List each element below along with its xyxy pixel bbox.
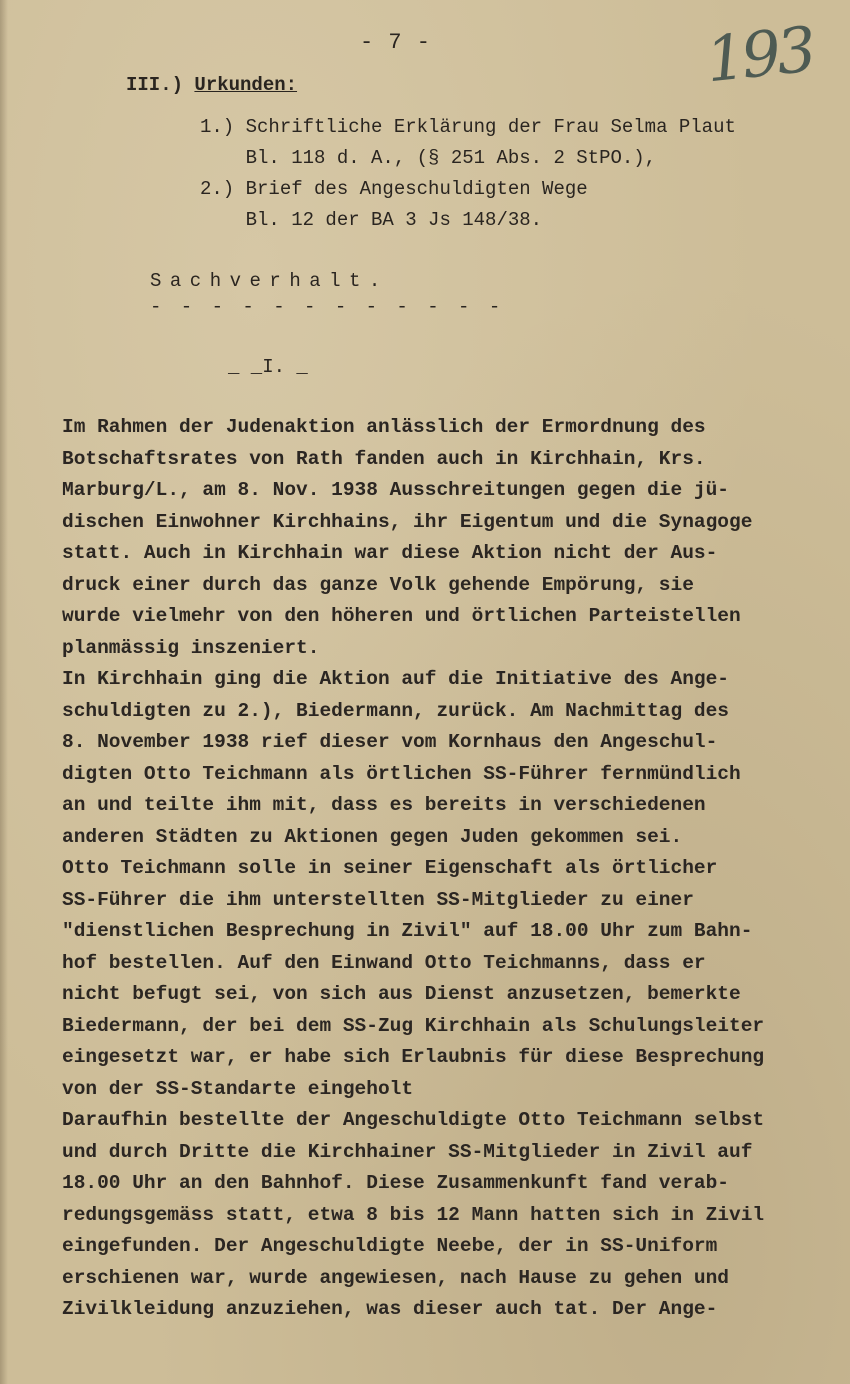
body-line: 18.00 Uhr an den Bahnhof. Diese Zusammenkunft fand verab- (62, 1172, 730, 1194)
page-edge-shadow (0, 0, 8, 1384)
body-line: 8. November 1938 rief dieser vom Kornhaus den Angeschul- (62, 731, 718, 753)
body-line: nicht befugt sei, von sich aus Dienst anzusetzen, bemerkte (62, 983, 741, 1005)
body-line: und durch Dritte die Kirchhainer SS-Mitglieder in Zivil auf (62, 1140, 753, 1163)
body-line: druck einer durch das ganze Volk gehende Empörung, sie (62, 573, 694, 596)
body-line: planmässig inszeniert. (62, 636, 320, 659)
body-line: "dienstlichen Besprechung in Zivil" auf 18.00 Uhr zum Bahn- (62, 920, 753, 942)
sachverhalt-underline: - - - - - - - - - - - - (150, 296, 505, 318)
sachverhalt-title: Sachverhalt. (150, 270, 389, 292)
document-item-1-line-1: 1.) Schriftliche Erklärung der Frau Selma Plaut (200, 116, 736, 138)
body-line: hof bestellen. Auf den Einwand Otto Teichmanns, dass er (62, 951, 706, 974)
body-line: SS-Führer die ihm unterstellten SS-Mitglieder zu einer (62, 888, 694, 911)
body-text (62, 412, 832, 1326)
body-line: redungsgemäss statt, etwa 8 bis 12 Mann hatten sich in Zivil (62, 1203, 765, 1226)
body-line: anderen Städten zu Aktionen gegen Juden gekommen sei. (62, 825, 683, 848)
body-line: Botschaftsrates von Rath fanden auch in Kirchhain, Krs. (62, 447, 706, 470)
body-line: erschienen war, wurde angewiesen, nach Hause zu gehen und (62, 1266, 730, 1289)
body-line: eingefunden. Der Angeschuldigte Neebe, der in SS-Uniform (62, 1235, 718, 1257)
body-line: Biedermann, der bei dem SS-Zug Kirchhain als Schulungsleiter (62, 1014, 765, 1037)
document-item-1-line-2: Bl. 118 d. A., (§ 251 Abs. 2 StPO.), (200, 147, 657, 169)
page-number: - 7 - (360, 30, 432, 55)
body-line: schuldigten zu 2.), Biedermann, zurück. Am Nachmittag des (62, 699, 730, 722)
document-item-2-line-2: Bl. 12 der BA 3 Js 148/38. (200, 209, 543, 231)
body-line: dischen Einwohner Kirchhains, ihr Eigentum und die Synagoge (62, 510, 753, 533)
body-line: digten Otto Teichmann als örtlichen SS-Führer fernmündlich (62, 762, 741, 785)
body-line: Otto Teichmann solle in seiner Eigenschaft als örtlicher (62, 857, 718, 879)
section-heading (126, 76, 297, 95)
part-numeral: _ _I. _ (228, 356, 308, 378)
body-line: an und teilte ihm mit, dass es bereits in verschiedenen (62, 794, 706, 816)
body-line: Im Rahmen der Judenaktion anlässlich der Ermordnung des (62, 416, 706, 438)
body-line: Marburg/L., am 8. Nov. 1938 Ausschreitungen gegen die jü- (62, 479, 730, 501)
document-item-2-line-1: 2.) Brief des Angeschuldigten Wege (200, 178, 588, 200)
body-line: von der SS-Standarte eingeholt (62, 1077, 414, 1100)
body-line: In Kirchhain ging die Aktion auf die Initiative des Ange- (62, 668, 730, 690)
body-line: wurde vielmehr von den höheren und örtlichen Parteistellen (62, 605, 741, 627)
body-line: statt. Auch in Kirchhain war diese Aktion nicht der Aus- (62, 542, 718, 564)
body-line: Zivilkleidung anzuziehen, was dieser auch tat. Der Ange- (62, 1298, 718, 1320)
body-line: Daraufhin bestellte der Angeschuldigte Otto Teichmann selbst (62, 1109, 765, 1131)
section-heading-label: Urkunden: (194, 74, 298, 96)
body-line: eingesetzt war, er habe sich Erlaubnis für diese Besprechung (62, 1046, 765, 1068)
section-heading-prefix: III.) (126, 74, 195, 96)
handwritten-folio-number: 193 (702, 12, 816, 97)
